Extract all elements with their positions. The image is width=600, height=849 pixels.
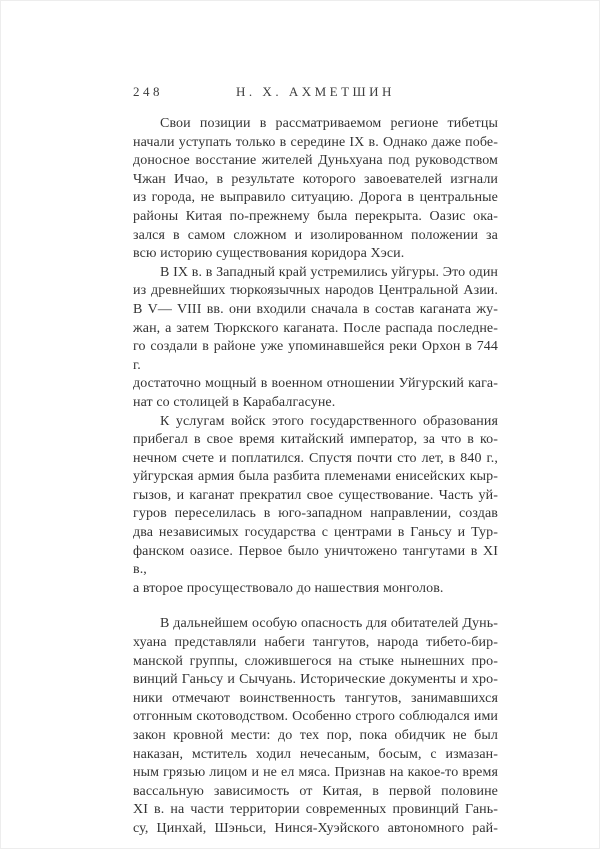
paragraph [133,615,498,838]
text-line: из древнейших тюркоязычных народов Центральной Азии. [133,283,498,299]
text-line: уйгурская армия была разбита племенами енисейских кыр- [133,469,498,485]
text-line: фанском оазисе. Первое было уничтожено тангутами в XI в., [133,543,498,578]
text-line: Чжан Ичао, в результате которого завоевателей изгнали [133,171,498,187]
text-line: ным грязью лицом и не ел мяса. Признав на какое-то время [133,765,498,781]
text-line: В IX в. в Западный край устремились уйгуры. Это один [160,264,498,280]
text-line: Свои позиции в рассматриваемом регионе тибетцы [160,116,498,131]
page-header [133,84,498,101]
text-line: закон кровной мести: до тех пор, пока обидчик не был [133,728,498,743]
text-line: доносное восстание жителей Дуньхуана под руководством [133,153,498,169]
text-block [133,84,498,839]
author-name: Н. Х. АХМЕТШИН [236,84,395,99]
text-line: нат со столицей в Карабалгасуне. [133,394,336,410]
text-line: гуров переселилась в юго-западном направлении, создав [133,506,498,522]
text-line: гызов, и каганат прекратил свое существование. Часть уй- [133,487,498,503]
page-number: 248 [133,84,163,99]
text-line: зался в самом сложном и изолированном положении за [133,227,498,243]
text-line: нечном счете и поплатился. Спустя почти сто лет, в 840 г., [133,450,498,466]
text-line: су, Цинхай, Шэньси, Нинся-Хуэйского автономного рай- [133,820,498,836]
text-line: винций Ганьсу и Сычуань. Исторические документы и хро- [133,672,498,688]
text-line: начали уступать только в середине IX в. Однако даже побе- [133,134,498,150]
text-line: из города, не выправило ситуацию. Дорога в центральные [133,190,498,206]
page-body [133,115,498,839]
text-line: жан, а затем Тюркского каганата. После распада последне- [133,320,498,336]
paragraph [133,264,498,413]
text-line: хуана представляли набеги тангутов, народа тибето-бир- [133,635,498,651]
text-line: го создали в районе уже упоминавшейся реки Орхон в 744 г. [133,339,498,373]
paragraph [133,413,498,599]
text-line: вассальную зависимость от Китая, в первой половине [133,783,498,799]
text-line: К услугам войск этого государственного образования [160,413,498,429]
text-line: В V— VIII вв. они входили сначала в состав каганата жу- [133,301,498,317]
text-line: районы Китая по-прежнему была перекрыта. Оазис ока- [133,208,498,224]
text-line: два независимых государства с центрами в Ганьсу и Тур- [133,525,498,541]
text-line: наказан, мститель ходил нечесаным, босым, с измазан- [133,746,498,762]
text-line: прибегал в свое время китайский император, за что в ко- [133,432,498,448]
text-line: достаточно мощный в военном отношении Уйгурский кага- [133,376,498,392]
text-line: ники отмечают воинственность тангутов, занимавшихся [133,690,498,706]
text-line: манской группы, сложившегося на стыке нынешних про- [133,653,498,669]
text-line: XI в. на части территории современных провинций Гань- [133,802,498,818]
text-line: отгонным скотоводством. Особенно строго соблюдался ими [133,709,498,725]
text-line: а второе просуществовало до нашествия монголов. [133,580,444,596]
paragraph [133,115,498,264]
text-line: всю историю существования коридора Хэси. [133,246,405,262]
text-line: В дальнейшем особую опасность для обитателей Дунь- [160,616,498,632]
